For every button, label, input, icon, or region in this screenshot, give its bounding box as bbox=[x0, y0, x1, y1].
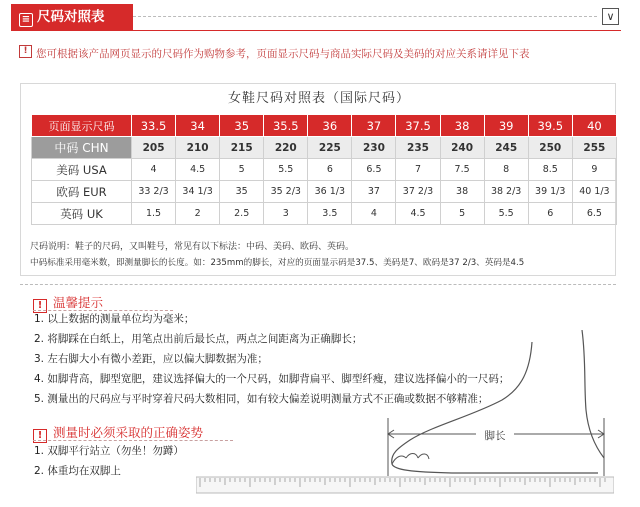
size-cell: 235 bbox=[396, 137, 440, 159]
info-icon: ! bbox=[19, 45, 32, 58]
page-title: 尺码对照表 bbox=[37, 9, 105, 25]
size-cell: 250 bbox=[528, 137, 572, 159]
chevron-down-icon[interactable]: ∨ bbox=[602, 8, 619, 25]
size-cell: 35 2/3 bbox=[264, 181, 308, 203]
ruler-illustration bbox=[196, 475, 614, 495]
header-rule bbox=[11, 30, 621, 31]
size-cell: 39 1/3 bbox=[528, 181, 572, 203]
size-cell: 9 bbox=[572, 159, 616, 181]
size-cell: 39.5 bbox=[528, 115, 572, 137]
size-cell: 37 bbox=[352, 115, 396, 137]
size-cell: 1.5 bbox=[132, 203, 176, 225]
header-dashed-line bbox=[133, 16, 597, 17]
size-explanation-1: 尺码说明：鞋子的尺码，又叫鞋号，常见有以下标法：中码、美码、欧码、英码。 bbox=[30, 242, 355, 252]
tip-item: 5. 测量出的尺码应与平时穿着尺码大数相同，如有较大偏差说明测量方式不正确或数据不够精准； bbox=[34, 393, 489, 405]
tip-item: 1. 以上数据的测量单位均为毫米； bbox=[34, 313, 195, 325]
posture-title: 测量时必须采取的正确姿势 bbox=[53, 425, 204, 440]
size-cell: 37 bbox=[352, 181, 396, 203]
size-cell: 205 bbox=[132, 137, 176, 159]
size-cell: 33 2/3 bbox=[132, 181, 176, 203]
foot-measurement-illustration bbox=[372, 330, 618, 480]
size-cell: 36 1/3 bbox=[308, 181, 352, 203]
size-cell: 34 bbox=[176, 115, 220, 137]
size-cell: 7 bbox=[396, 159, 440, 181]
size-cell: 3 bbox=[264, 203, 308, 225]
warning-icon: ! bbox=[33, 299, 47, 313]
posture-rule bbox=[33, 440, 233, 441]
size-table-row bbox=[32, 181, 617, 203]
reference-note: 您可根据该产品网页显示的尺码作为购物参考，页面显示尺码与商品实际尺码及美码的对应关系请详见下表 bbox=[36, 48, 530, 60]
tip-item: 4. 如脚背高，脚型宽肥，建议选择偏大的一个尺码，如脚背扁平、脚型纤瘦，建议选择偏小的一尺码； bbox=[34, 373, 510, 385]
foot-length-label: 脚长 bbox=[484, 430, 506, 442]
size-cell: 6.5 bbox=[352, 159, 396, 181]
size-chart-icon: ≡ bbox=[19, 13, 33, 27]
size-table bbox=[31, 114, 617, 225]
size-cell: 40 1/3 bbox=[572, 181, 616, 203]
size-cell: 38 bbox=[440, 181, 484, 203]
size-cell: 39 bbox=[484, 115, 528, 137]
size-cell: 4.5 bbox=[176, 159, 220, 181]
size-cell: 35 bbox=[220, 181, 264, 203]
size-cell: 6 bbox=[308, 159, 352, 181]
size-cell: 255 bbox=[572, 137, 616, 159]
size-cell: 33.5 bbox=[132, 115, 176, 137]
row-label: 中码 CHN bbox=[32, 137, 132, 159]
size-cell: 34 1/3 bbox=[176, 181, 220, 203]
size-cell: 35.5 bbox=[264, 115, 308, 137]
row-label: 美码 USA bbox=[32, 159, 132, 181]
size-explanation-2: 中码标准采用毫米数，即测量脚长的长度。如：235mm的脚长，对应的页面显示码是37.5、美码是7、欧码是37 2/3、英码是4.5 bbox=[30, 258, 525, 268]
size-cell: 40 bbox=[572, 115, 616, 137]
row-label: 页面显示尺码 bbox=[32, 115, 132, 137]
size-cell: 3.5 bbox=[308, 203, 352, 225]
size-table-row bbox=[32, 203, 617, 225]
size-cell: 5 bbox=[440, 203, 484, 225]
size-cell: 35 bbox=[220, 115, 264, 137]
size-cell: 38 2/3 bbox=[484, 181, 528, 203]
size-cell: 4 bbox=[352, 203, 396, 225]
size-table-row bbox=[32, 159, 617, 181]
size-cell: 230 bbox=[352, 137, 396, 159]
size-cell: 4 bbox=[132, 159, 176, 181]
size-cell: 225 bbox=[308, 137, 352, 159]
row-label: 欧码 EUR bbox=[32, 181, 132, 203]
size-cell: 8 bbox=[484, 159, 528, 181]
size-cell: 6.5 bbox=[572, 203, 616, 225]
posture-item: 2. 体重均在双脚上 bbox=[34, 465, 121, 477]
tip-item: 2. 将脚踩在白纸上，用笔点出前后最长点，两点之间距离为正确脚长； bbox=[34, 333, 363, 345]
tips-title: 温馨提示 bbox=[53, 295, 104, 310]
size-cell: 2 bbox=[176, 203, 220, 225]
size-cell: 2.5 bbox=[220, 203, 264, 225]
size-cell: 245 bbox=[484, 137, 528, 159]
size-cell: 220 bbox=[264, 137, 308, 159]
size-cell: 240 bbox=[440, 137, 484, 159]
size-cell: 7.5 bbox=[440, 159, 484, 181]
size-cell: 5 bbox=[220, 159, 264, 181]
section-divider bbox=[20, 284, 616, 285]
page-header bbox=[0, 0, 640, 36]
size-cell: 5.5 bbox=[264, 159, 308, 181]
size-cell: 8.5 bbox=[528, 159, 572, 181]
size-cell: 6 bbox=[528, 203, 572, 225]
section-title-tab bbox=[11, 4, 133, 30]
size-cell: 5.5 bbox=[484, 203, 528, 225]
row-label: 英码 UK bbox=[32, 203, 132, 225]
size-cell: 37.5 bbox=[396, 115, 440, 137]
size-cell: 37 2/3 bbox=[396, 181, 440, 203]
size-table-row bbox=[32, 115, 617, 137]
posture-item: 1. 双脚平行站立（勿坐！勿蹲） bbox=[34, 445, 184, 457]
size-cell: 210 bbox=[176, 137, 220, 159]
size-cell: 215 bbox=[220, 137, 264, 159]
size-cell: 4.5 bbox=[396, 203, 440, 225]
size-chart-title: 女鞋尺码对照表（国际尺码） bbox=[227, 91, 410, 106]
size-cell: 38 bbox=[440, 115, 484, 137]
size-cell: 36 bbox=[308, 115, 352, 137]
tip-item: 3. 左右脚大小有微小差距，应以偏大脚数据为准； bbox=[34, 353, 268, 365]
size-table-row bbox=[32, 137, 617, 159]
warning-icon: ! bbox=[33, 429, 47, 443]
